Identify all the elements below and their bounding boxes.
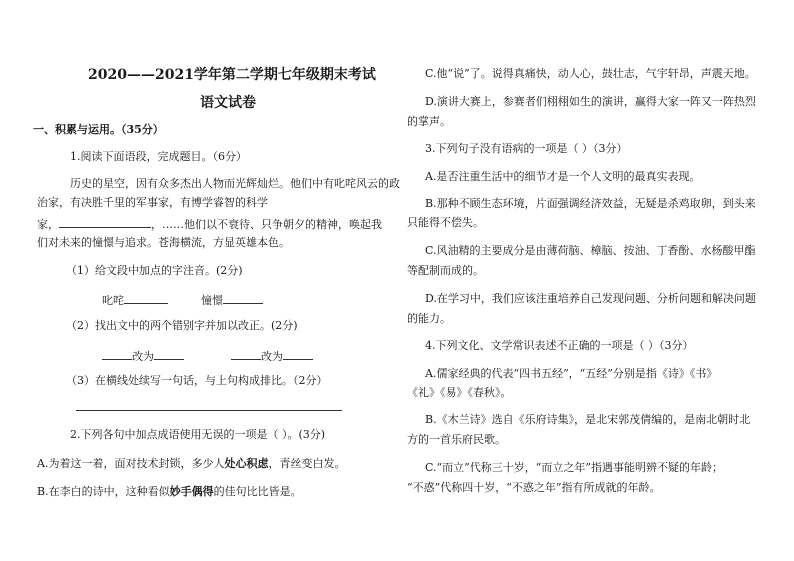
q2-option-c: C.他“说”了。说得真痛快，动人心，鼓壮志，气宇轩昂，声震天地。: [425, 67, 756, 80]
wrong-char-blank-2[interactable]: [231, 348, 261, 360]
answer-line[interactable]: [76, 410, 342, 411]
q2-option-b-text: B.在李白的诗中，这种看似: [37, 485, 170, 498]
wrong-char-blank-1[interactable]: [102, 348, 132, 360]
exam-subtitle: 语文试卷: [200, 95, 256, 111]
pinyin-blank-2[interactable]: [223, 292, 263, 304]
q1-para-line3-suffix: ，……他们以不衰待、只争朝夕的精神，唤起我: [151, 218, 382, 231]
q3-option-a: A.是否注重生活中的细节才是一个人文明的最真实表现。: [425, 170, 701, 183]
q1-sub1-answers: [102, 292, 263, 308]
word-chizha: 叱咤: [102, 294, 124, 307]
fill-blank[interactable]: [59, 216, 151, 228]
q2-stem: 2.下列各句中加点成语使用无误的一项是（ ）。(3分): [70, 428, 326, 441]
exam-title: 2020——2021学年第二学期七年级期末考试: [88, 67, 376, 83]
q2-option-d-line1: D.演讲大赛上，参赛者们栩栩如生的演讲，赢得大家一阵又一阵热烈: [425, 95, 756, 108]
q2-option-a-idiom: 处心积虑: [224, 457, 269, 470]
correct-char-blank-1[interactable]: [154, 348, 184, 360]
section-heading: 一、积累与运用。（35分）: [33, 123, 164, 136]
change-to-label-1: 改为: [132, 350, 154, 363]
correct-char-blank-2[interactable]: [283, 348, 313, 360]
q4-option-b-line1: B.《木兰诗》选自《乐府诗集》，是北宋郭茂倩编的，是南北朝时北: [425, 413, 751, 426]
q3-option-b-line2: 只能得不偿失。: [407, 216, 484, 229]
q4-option-c-line1: C.“而立”代称三十岁，“而立之年”指遇事能明辨不疑的年龄；: [425, 461, 724, 474]
q1-para-line2: 治家，有决胜千里的军事家，有博学睿智的科学: [37, 196, 268, 209]
word-chongjing: 憧憬: [201, 294, 223, 307]
q2-option-a-text: A.为着这一着，面对技术封锁，多少人: [37, 457, 225, 470]
q2-option-b: [37, 485, 302, 499]
q3-option-b-line1: B.那种不顾生态环境，片面强调经济效益，无疑是杀鸡取卵，到头来: [425, 197, 756, 210]
q1-para-line3-prefix: 家，: [37, 218, 59, 231]
q4-option-c-line2: “不惑”代称四十岁，“不惑之年”指有所成就的年龄。: [407, 481, 661, 494]
q2-option-b-idiom: 妙手偶得: [169, 485, 214, 498]
q4-option-a-line2: 《礼》《易》《春秋》。: [407, 386, 512, 399]
q3-option-c-line2: 等配制而成的。: [407, 264, 484, 277]
q1-para-line1: 历史的星空，因有众多杰出人物而光辉灿烂。他们中有叱咤风云的政: [70, 177, 400, 190]
q1-stem: 1.阅读下面语段，完成题目。（6分）: [70, 150, 247, 163]
pinyin-blank-1[interactable]: [124, 292, 168, 304]
q1-para-line3: [37, 216, 382, 232]
q1-sub3: （3）在横线处续写一句话，与上句构成排比。（2分）: [66, 374, 328, 387]
q3-stem: 3.下列句子没有语病的一项是（ ）（3分）: [425, 142, 628, 155]
q1-para-line4: 们对未来的憧憬与追求。苍海横流，方显英雄本色。: [37, 236, 290, 249]
q3-option-d-line1: D.在学习中，我们应该注重培养自己发现问题、分析问题和解决问题: [425, 292, 756, 305]
q2-option-b-end: 的佳句比比皆是。: [213, 485, 302, 498]
q2-option-d-line2: 的掌声。: [407, 115, 451, 128]
q1-sub1: （1）给文段中加点的字注音。(2分): [66, 264, 243, 277]
q2-option-a: [37, 457, 345, 471]
q3-option-d-line2: 的能力。: [407, 312, 451, 325]
q1-sub2-answers: [102, 348, 313, 364]
change-to-label-2: 改为: [261, 350, 283, 363]
q2-option-a-end: ，青丝变白发。: [268, 457, 346, 470]
q4-option-a-line1: A.儒家经典的代表“四书五经”，“五经”分别是指《诗》《书》: [425, 367, 718, 380]
q1-sub2: （2）找出文中的两个错别字并加以改正。(2分): [66, 319, 298, 332]
q4-stem: 4.下列文化、文学常识表述不正确的一项是（ ）（3分）: [425, 339, 694, 352]
q3-option-c-line1: C.风油精的主要成分是由薄荷脑、樟脑、按油、丁香酚、水杨酸甲酯: [425, 244, 756, 257]
q4-option-b-line2: 方的一首乐府民歌。: [407, 433, 506, 446]
